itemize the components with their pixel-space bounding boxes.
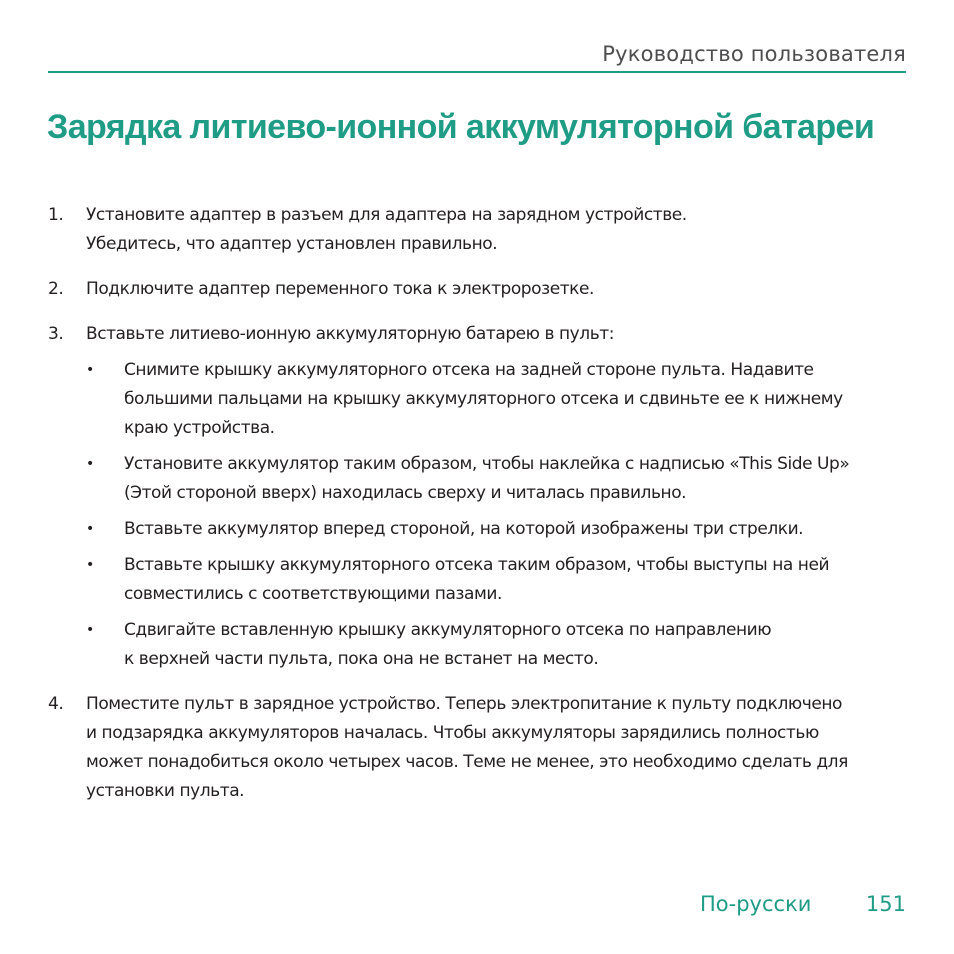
bullet-item <box>86 551 908 609</box>
bullet-line: (Этой стороной вверх) находилась сверху и читалась правильно. <box>124 483 687 503</box>
step-number: 4. <box>48 694 64 714</box>
step-line: и подзарядка аккумуляторов началась. Чтобы аккумуляторы зарядились полностью <box>86 723 819 743</box>
bullet-item <box>86 515 908 544</box>
footer-page-number: 151 <box>865 892 906 916</box>
bullet-line: Вставьте крышку аккумуляторного отсека таким образом, чтобы выступы на ней <box>124 555 830 575</box>
bullet-dot: • <box>86 557 94 573</box>
bullet-line: Установите аккумулятор таким образом, чтобы наклейка с надписью «This Side Up» <box>124 454 850 474</box>
bullet-list <box>86 356 908 674</box>
bullet-dot: • <box>86 622 94 638</box>
step-1 <box>48 201 908 259</box>
step-4 <box>48 690 908 806</box>
step-text <box>86 690 908 806</box>
step-text <box>86 201 908 259</box>
bullet-line: большими пальцами на крышку аккумуляторного отсека и сдвиньте ее к нижнему <box>124 389 843 409</box>
step-line: Убедитесь, что адаптер установлен правильно. <box>86 234 498 254</box>
bullet-line: краю устройства. <box>124 418 275 438</box>
bullet-line: Сдвигайте вставленную крышку аккумуляторного отсека по направлению <box>124 620 772 640</box>
step-2 <box>48 275 908 304</box>
step-line: Подключите адаптер переменного тока к электророзетке. <box>86 279 594 299</box>
bullet-item <box>86 356 908 443</box>
step-number: 1. <box>48 205 64 225</box>
bullet-line: к верхней части пульта, пока она не встанет на место. <box>124 649 599 669</box>
instructions <box>48 201 908 806</box>
step-line: может понадобиться около четырех часов. Теме не менее, это необходимо сделать для <box>86 752 848 772</box>
step-line: Вставьте литиево-ионную аккумуляторную батарею в пульт: <box>86 324 614 344</box>
bullet-dot: • <box>86 456 94 472</box>
step-text <box>86 275 908 304</box>
footer-language: По-русски <box>700 892 812 916</box>
bullet-item <box>86 450 908 508</box>
step-3 <box>48 320 908 674</box>
step-line: Поместите пульт в зарядное устройство. Теперь электропитание к пульту подключено <box>86 694 842 714</box>
header-title: Руководство пользователя <box>602 42 906 66</box>
bullet-line: совместились с соответствующими пазами. <box>124 584 502 604</box>
step-number: 3. <box>48 324 64 344</box>
page-heading: Зарядка литиево-ионной аккумуляторной батареи <box>47 108 875 146</box>
step-line: Установите адаптер в разъем для адаптера на зарядном устройстве. <box>86 205 687 225</box>
bullet-item <box>86 616 908 674</box>
bullet-line: Снимите крышку аккумуляторного отсека на задней стороне пульта. Надавите <box>124 360 814 380</box>
step-line: установки пульта. <box>86 781 245 801</box>
step-number: 2. <box>48 279 64 299</box>
bullet-dot: • <box>86 521 94 537</box>
bullet-dot: • <box>86 362 94 378</box>
header-rule <box>48 71 906 73</box>
bullet-line: Вставьте аккумулятор вперед стороной, на которой изображены три стрелки. <box>124 519 804 539</box>
step-text <box>86 320 908 349</box>
